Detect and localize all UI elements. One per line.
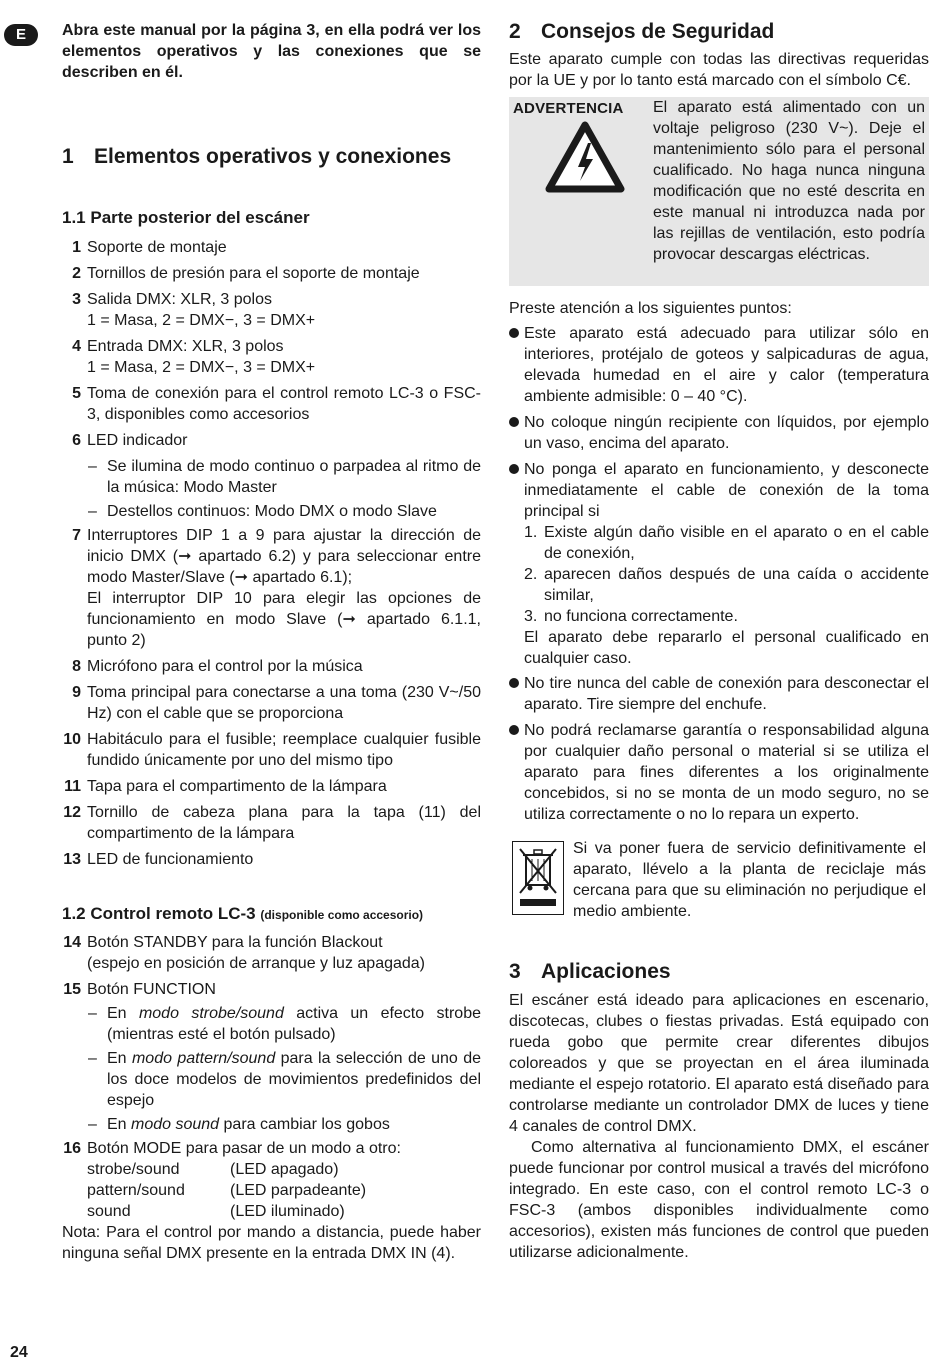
item-text: Toma principal para conectarse a una toma (230 V~/50 Hz) con el cable que se proporciona [87,684,481,722]
mode-name: sound [87,1203,131,1220]
sub-item-prefix: En [107,1005,139,1022]
section-3-heading [509,960,929,984]
bullet-dot [509,417,519,427]
attention-text: Preste atención a los siguientes puntos: [509,300,792,317]
dash-marker: – [88,1005,97,1022]
numbered-sublist [524,522,929,627]
list-item [62,263,481,284]
mode-name: strobe/sound [87,1161,180,1178]
warning-label: ADVERTENCIA [513,100,624,117]
item-number: 14 [63,934,81,951]
item-number: 11 [64,778,81,795]
sub-item-text: Destellos continuos: Modo DMX o modo Slave [107,503,437,520]
recycling-text: Si va poner fuera de servicio definitivamente el aparato, llévelo a la planta de reciclaje más cercana para que su eliminación no perjudique el medio ambiente. [573,840,926,920]
numbered-item [524,564,929,606]
item-text-line2: 1 = Masa, 2 = DMX−, 3 = DMX+ [87,312,316,329]
bullet-text: No tire nunca del cable de conexión para desconectar el aparato. Tire siempre del enchufe. [524,675,929,713]
item-number: 2 [72,265,81,282]
sub-item-prefix: En [107,1116,132,1133]
item-text: Tornillo de cabeza plana para la tapa (11) del compartimento de la lámpara [87,804,481,842]
item-text: Botón STANDBY para la función Blackout [87,934,383,951]
list-item [62,383,481,425]
item-text: LED de funcionamiento [87,851,254,868]
mode-led-state: (LED apagado) [230,1161,339,1178]
subsection-1-2-heading [62,903,481,926]
list-item [62,802,481,844]
item-number: 5 [72,385,81,402]
mode-led-state: (LED iluminado) [230,1203,345,1220]
numbered-item-text: Existe algún daño visible en el aparato o en el cable de conexión, [544,524,929,562]
section-title: Consejos de Seguridad [541,20,775,43]
list-item [62,776,481,797]
item-number: 1 [72,239,81,256]
numbered-item-number: 2. [524,566,538,583]
item-text: Habitáculo para el fusible; reemplace cualquier fusible fundido únicamente por uno del mismo tipo [87,731,481,769]
crossed-bin-recycling-icon [512,841,564,915]
sub-item [86,1114,481,1135]
page-number: 24 [10,1344,28,1361]
bullet-text: Este aparato está adecuado para utilizar sólo en interiores, protéjalo de goteos y salpicaduras de agua, elevada humedad en el aire y calor (temperatura ambiente admisible: 0 – 40 °C). [524,325,929,405]
list-item [62,849,481,870]
safety-bullets-2 [509,673,929,825]
item-number: 8 [72,658,81,675]
mode-name: modo sound [131,1116,220,1133]
list-item [62,682,481,724]
list-item [62,237,481,258]
bullet-item [509,412,929,454]
sub-item-text: Se ilumina de modo continuo o parpadea al ritmo de la música: Modo Master [107,458,481,496]
bullet-text: No ponga el aparato en funcionamiento, y desconecte inmediatamente el cable de conexión de la toma principal si [524,461,929,520]
section-title: Elementos operativos y conexiones [94,145,452,168]
applications-paragraph-1: El escáner está ideado para aplicaciones en escenario, discotecas, clubes o fiestas privadas. Está equipado con rueda gobo que permite crear diferentes dibujos coloreados y que se proyectan en el área iluminada mediante el espejo rotatorio. El aparato está diseñado para controlarse mediante un controlador DMX de luces y tiene 4 canales de control DMX. [509,992,929,1135]
applications-paragraph-2: Como alternativa al funcionamiento DMX, el escáner puede funcionar por control musical a través del micrófono integrado. En este caso, con el control remoto LC-3 o FSC-3 (ambos disponibles individualmente como accesorios), existen más funciones de control que pueden utilizarse adicionalmente. [509,1139,929,1261]
language-badge: E [4,24,38,46]
bullet-item [509,720,929,825]
item-text-line2: (espejo en posición de arranque y luz apagada) [87,955,426,972]
warning-text: El aparato está alimentado con un voltaje peligroso (230 V~). Deje el mantenimiento sólo para el personal cualificado. No haga nunca ninguna modificación que no esté descrita en este manual ni introduzca nada por las rejillas de ventilación, esto podría provocar descargas eléctricas. [653,99,925,263]
bullet-item [509,459,929,669]
numbered-item [524,522,929,564]
section-2-heading [509,20,929,44]
list-item [62,979,481,1000]
sub-item-prefix: En [107,1050,132,1067]
bullet-dot [509,725,519,735]
intro-text: Este aparato cumple con todas las directivas requeridas por la UE y por lo tanto está marcado con el símbolo [509,51,929,89]
dash-marker: – [88,1050,97,1067]
item-number: 13 [63,851,81,868]
bullet-item [509,323,929,407]
item-number: 6 [72,432,81,449]
section-number: 1 [62,145,74,168]
section-2-intro [509,49,929,91]
numbered-item-text: aparecen daños después de una caída o accidente similar, [544,566,929,604]
dash-marker: – [88,1116,97,1133]
bullet-text: No podrá reclamarse garantía o responsabilidad alguna por cualquier daño personal o material si se utiliza el aparato para fines diferentes a los originalmente concebidos, si no se monta de un modo seguro, no se utiliza correctamente o no lo repara un experto. [524,722,929,823]
section-1-heading [62,145,481,169]
mode-table [87,1159,481,1222]
item-text-line2: 1 = Masa, 2 = DMX−, 3 = DMX+ [87,359,316,376]
subsection-note: (disponible como accesorio) [260,908,424,922]
bullet-dot [509,328,519,338]
mode-led-state: (LED parpadeante) [230,1182,367,1199]
list-item [62,430,481,451]
bullet-item [509,673,929,715]
bullet-dot [509,464,519,474]
function-button-sublist [62,1003,481,1135]
numbered-item [524,606,929,627]
list-item [62,1138,481,1159]
sub-item-text: para la selección de uno de los doce modelos de movimientos predefinidos del espejo [107,1050,482,1109]
list-item [62,336,481,378]
sub-item [86,1048,481,1111]
item-text: Tornillos de presión para el soporte de montaje [87,265,420,282]
bullet-after-text: El aparato debe repararlo el personal cualificado en cualquier caso. [524,629,929,667]
note-paragraph: Nota: Para el control por mando a distancia, puede haber ninguna señal DMX presente en la entrada DMX IN (4). [62,1224,481,1262]
item-number: 7 [72,527,81,544]
numbered-item-text: no funciona correctamente. [544,608,738,625]
bullet-text: No coloque ningún recipiente con líquidos, por ejemplo un vaso, encima del aparato. [524,414,929,452]
right-column [509,20,929,1263]
item-number: 16 [63,1140,81,1157]
item-number: 15 [63,981,81,998]
item-text: Entrada DMX: XLR, 3 polos [87,338,284,355]
dash-marker: – [88,458,97,475]
sub-item [86,501,481,522]
item-number: 9 [72,684,81,701]
item-number: 4 [72,338,81,355]
item-text: Botón FUNCTION [87,981,216,998]
list-item [62,729,481,771]
sub-item-text: para cambiar los gobos [219,1116,390,1133]
ce-mark: C€. [886,72,911,89]
high-voltage-warning-icon [545,121,625,193]
section-number: 2 [509,20,521,43]
safety-bullets [509,323,929,454]
recycling-notice [509,838,929,924]
item-text: Salida DMX: XLR, 3 polos [87,291,272,308]
section-title: Aplicaciones [541,960,671,983]
section-number: 3 [509,960,521,983]
list-item [62,525,481,651]
numbered-item-number: 3. [524,608,538,625]
mode-name: pattern/sound [87,1182,185,1199]
item-text: Botón MODE para pasar de un modo a otro: [87,1140,401,1157]
item-text: Interruptores DIP 1 a 9 para ajustar la dirección de inicio DMX (➞ apartado 6.2) y para seleccionar entre modo Master/Slave (➞ apartado 6.1); [87,527,481,586]
item-text: Toma de conexión para el control remoto LC-3 o FSC-3, disponibles como accesorios [87,385,481,423]
subsection-title: 1.2 Control remoto LC-3 [62,904,256,923]
item-text: Soporte de montaje [87,239,227,256]
warning-box [509,97,929,286]
item-text: Micrófono para el control por la música [87,658,363,675]
item-number: 3 [72,291,81,308]
list-item [62,289,481,331]
left-column [62,20,481,1264]
dash-marker: – [88,503,97,520]
bullet-dot [509,678,519,688]
mode-name: modo pattern/sound [131,1050,276,1067]
item-number: 12 [63,804,81,821]
list-item [62,656,481,677]
item-text-line2: El interruptor DIP 10 para elegir las opciones de funcionamiento en modo Slave (➞ apartado 6.1.1, punto 2) [87,590,481,649]
list-item [62,932,481,974]
item-text: Tapa para el compartimento de la lámpara [87,778,387,795]
sub-item [86,456,481,498]
item-number: 10 [63,731,81,748]
sub-item-text: activa un efecto strobe (mientras esté el botón pulsado) [107,1005,481,1043]
mode-name: modo strobe/sound [138,1005,284,1022]
sub-item [86,1003,481,1045]
intro-paragraph: Abra este manual por la página 3, en ella podrá ver los elementos operativos y las conexiones que se describen en él. [62,22,481,81]
numbered-item-number: 1. [524,524,538,541]
subsection-1-1-heading: 1.1 Parte posterior del escáner [62,208,310,227]
rear-panel-list [62,237,481,870]
item-text: LED indicador [87,432,188,449]
